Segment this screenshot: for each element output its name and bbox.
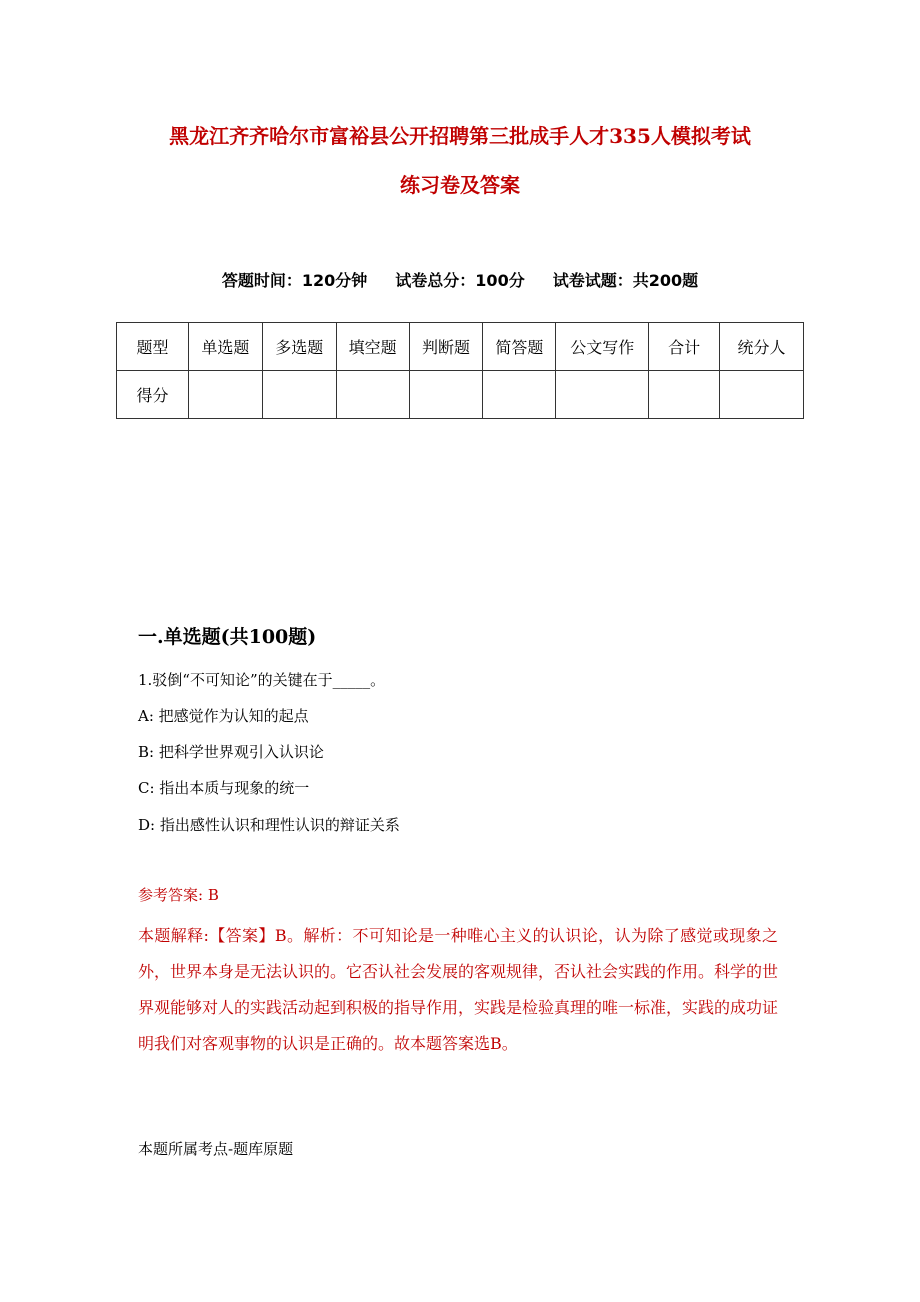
score-header-cell: 合计 bbox=[649, 323, 720, 371]
section-title: 一.单选题(共100题) bbox=[138, 626, 317, 648]
score-cell bbox=[262, 371, 336, 419]
score-cell bbox=[188, 371, 262, 419]
score-table-header-row bbox=[117, 323, 804, 371]
score-header-cell: 公文写作 bbox=[556, 323, 649, 371]
option-b: B: 把科学世界观引入认识论 bbox=[138, 743, 324, 761]
score-header-cell: 简答题 bbox=[483, 323, 556, 371]
score-cell bbox=[649, 371, 720, 419]
question-stem: 1.驳倒“不可知论”的关键在于_____。 bbox=[138, 671, 386, 689]
option-a: A: 把感觉作为认知的起点 bbox=[138, 707, 309, 725]
exam-time: 答题时间：120分钟 bbox=[221, 271, 368, 290]
option-c: C: 指出本质与现象的统一 bbox=[138, 779, 310, 797]
score-cell bbox=[720, 371, 804, 419]
score-cell bbox=[483, 371, 556, 419]
score-cell bbox=[556, 371, 649, 419]
question-topic: 本题所属考点-题库原题 bbox=[138, 1140, 294, 1158]
doc-title-line2: 练习卷及答案 bbox=[400, 173, 520, 197]
reference-answer: 参考答案: B bbox=[138, 886, 219, 904]
score-header-cell: 判断题 bbox=[409, 323, 483, 371]
exam-meta bbox=[60, 270, 860, 292]
option-d: D: 指出感性认识和理性认识的辩证关系 bbox=[138, 816, 400, 834]
score-cell bbox=[409, 371, 483, 419]
score-table bbox=[116, 322, 804, 419]
score-header-cell: 多选题 bbox=[262, 323, 336, 371]
score-row-label: 得分 bbox=[117, 371, 189, 419]
score-table-score-row bbox=[117, 371, 804, 419]
answer-explanation: 本题解释:【答案】B。解析：不可知论是一种唯心主义的认识论，认为除了感觉或现象之外，世界本身是无法认识的。它否认社会发展的客观规律，否认社会实践的作用。科学的世界观能够对人的实践活动起到积极的指导作用，实践是检验真理的唯一标准，实践的成功证明我们对客观事物的认识是正确的。故本题答案选B。 bbox=[138, 926, 779, 1053]
exam-question-count: 试卷试题：共200题 bbox=[552, 271, 699, 290]
doc-title-line1: 黑龙江齐齐哈尔市富裕县公开招聘第三批成手人才335人模拟考试 bbox=[169, 124, 751, 148]
score-header-cell: 统分人 bbox=[720, 323, 804, 371]
exam-total-score: 试卷总分：100分 bbox=[395, 271, 525, 290]
score-header-cell: 题型 bbox=[117, 323, 189, 371]
score-header-cell: 填空题 bbox=[336, 323, 409, 371]
score-header-cell: 单选题 bbox=[188, 323, 262, 371]
score-cell bbox=[336, 371, 409, 419]
